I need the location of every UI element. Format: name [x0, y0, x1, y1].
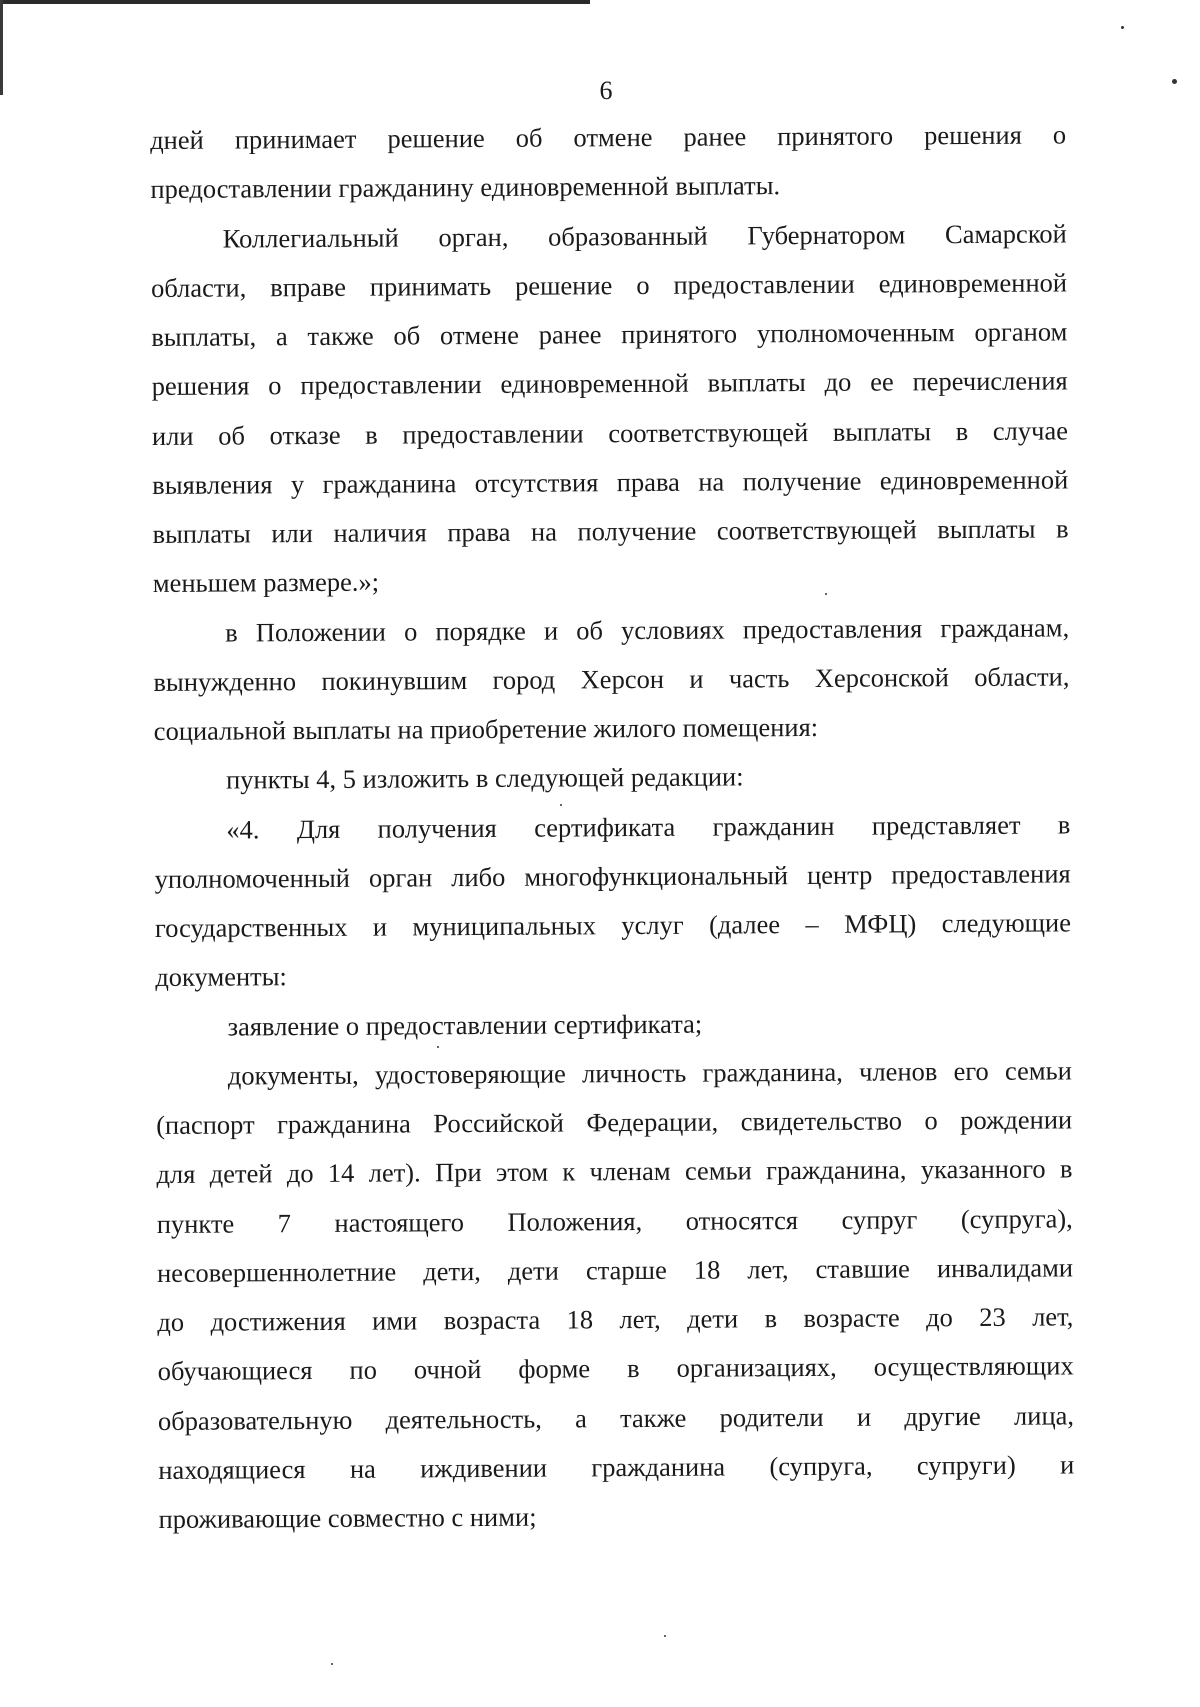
- top-edge-line: [0, 0, 590, 4]
- text-line: пункты 4, 5 изложить в следующей редакции:: [225, 761, 744, 795]
- text-line: (паспорт гражданина Российской Федерации, свидетельство о рождении: [156, 1104, 1073, 1140]
- scan-speck: [331, 1663, 333, 1665]
- text-line: государственных и муниципальных услуг (далее – МФЦ) следующие: [154, 907, 1072, 943]
- scan-speck: [560, 804, 562, 806]
- text-line: до достижения ими возраста 18 лет, дети в возрасте до 23 лет,: [157, 1301, 1074, 1337]
- text-line: выявления у гражданина отсутствия права на получение единовременной: [152, 464, 1069, 500]
- text-line: уполномоченный орган либо многофункциональный центр предоставления: [154, 858, 1071, 894]
- text-line: меньшем размере.»;: [152, 566, 380, 599]
- text-line: выплаты или наличия права на получение соответствующей выплаты в: [152, 513, 1069, 549]
- text-line: проживающие совместно с ними;: [158, 1501, 537, 1534]
- text-line: предоставлении гражданину единовременной выплаты.: [150, 170, 781, 205]
- scan-speck: [664, 1635, 666, 1637]
- text-line: для детей до 14 лет). При этом к членам семьи гражданина, указанного в: [156, 1153, 1073, 1190]
- text-line: или об отказе в предоставлении соответствующей выплаты в случае: [151, 414, 1069, 451]
- text-line: области, вправе принимать решение о предоставлении единовременной: [150, 267, 1068, 303]
- text-line: образовательную деятельность, а также родители и другие лица,: [157, 1399, 1075, 1436]
- text-line: заявление о предоставлении сертификата;: [227, 1008, 703, 1042]
- text-line: несовершеннолетние дети, дети старше 18 лет, ставшие инвалидами: [156, 1252, 1074, 1288]
- text-line: Коллегиальный орган, образованный Губернатором Самарской: [222, 217, 1067, 254]
- text-line: выплаты, а также об отмене ранее принятого уполномоченным органом: [151, 316, 1068, 352]
- text-line: в Положении о порядке и об условиях предоставления гражданам,: [225, 611, 1070, 648]
- document-body: [150, 110, 1075, 1544]
- scan-speck: [825, 593, 827, 595]
- text-line: документы, удостоверяющие личность гражданина, членов его семьи: [227, 1055, 1072, 1091]
- scan-speck: [1121, 26, 1124, 29]
- text-line: дней принимает решение об отмене ранее принятого решения о: [150, 119, 1067, 155]
- text-line: пункте 7 настоящего Положения, относятся супруг (супруга),: [156, 1202, 1073, 1239]
- scan-speck: [437, 1046, 439, 1048]
- text-line: находящиеся на иждивении гражданина (супруга, супруги) и: [158, 1449, 1075, 1485]
- text-line: документы:: [155, 961, 287, 993]
- page-number: 6: [599, 76, 613, 105]
- scan-speck: [1172, 79, 1177, 84]
- text-line: вынужденно покинувшим город Херсон и часть Херсонской области,: [153, 661, 1070, 697]
- text-line: социальной выплаты на приобретение жилого помещения:: [153, 711, 819, 746]
- text-line: решения о предоставлении единовременной выплаты до ее перечисления: [151, 365, 1068, 402]
- text-line: «4. Для получения сертификата гражданин представляет в: [226, 808, 1071, 845]
- text-line: обучающиеся по очной форме в организациях, осуществляющих: [157, 1350, 1074, 1387]
